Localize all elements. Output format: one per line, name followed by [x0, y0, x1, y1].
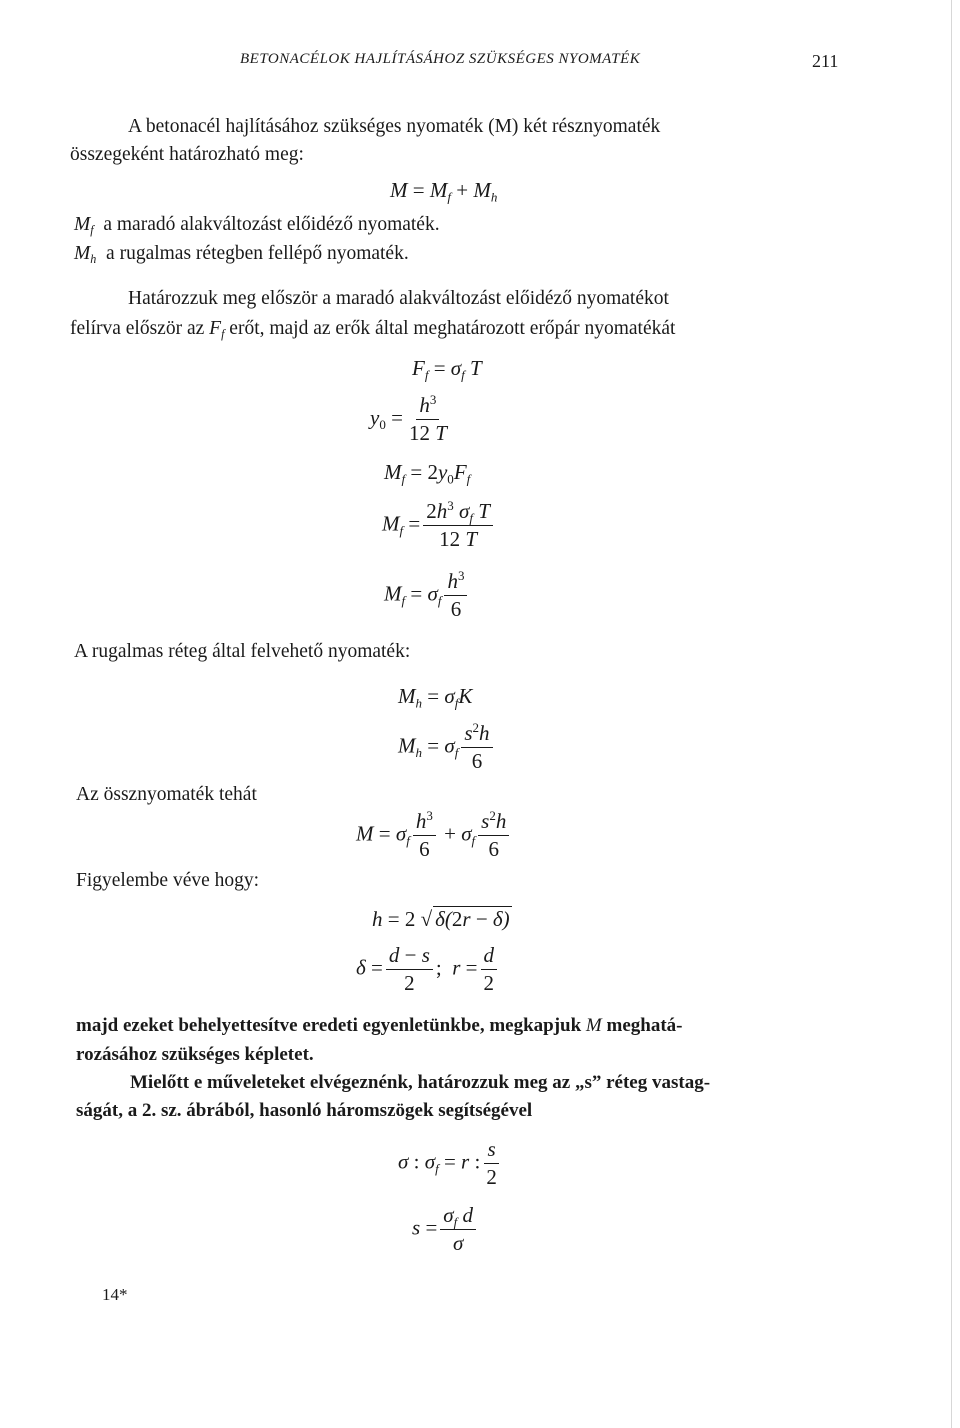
equation-total-moment: $M = M_f + M_h$: [390, 178, 498, 205]
scan-edge-line: [951, 0, 952, 1428]
label-elastic-moment: A rugalmas réteg által felvehető nyomaték:: [74, 641, 411, 662]
equation-delta-r: δ = $\frac{d - s}{2}$ ; r = $\frac{d}{2}$: [356, 944, 500, 995]
page-number: 211: [812, 51, 839, 71]
para3-line-1-end: meghatá-: [606, 1015, 683, 1036]
equation-mh-sigmak: $M_h = \sigma_fK$: [398, 684, 473, 711]
para4-line-1: Mielőtt e műveleteket elvégeznénk, határozzuk meg az „s” réteg vastag-: [130, 1072, 711, 1093]
para3-line-2: rozásához szükséges képletet.: [76, 1044, 314, 1065]
para2-line-1: Határozzuk meg először a maradó alakváltozást előidéző nyomatékot: [128, 288, 669, 309]
equation-h-sqrt: h = 2 √ δ(2r − δ): [372, 907, 510, 931]
definition-mf-text: a maradó alakváltozást előidéző nyomaték.: [103, 214, 440, 235]
intro-line-1: A betonacél hajlításához szükséges nyomaték (M) két résznyomaték: [128, 116, 661, 137]
definition-mf: $M_f$ a maradó alakváltozást előidéző nyomaték.: [74, 214, 440, 238]
equation-ff: $F_f = \sigma_f$ T: [412, 356, 482, 383]
para4-line-2: ságát, a 2. sz. ábrából, hasonló háromszögek segítségével: [76, 1100, 533, 1121]
para3-line-1-text: majd ezeket behelyettesítve eredeti egyenletünkbe, megkapjuk: [76, 1015, 582, 1036]
equation-total-expanded: $M = \sigma_f$ $\frac{h^3}{6}$ + $\sigma_f$ $\frac{s^2h}{6}$: [356, 810, 512, 861]
para2-line-2a: felírva először az: [70, 318, 205, 339]
label-total-moment: Az össznyomaték tehát: [76, 784, 257, 805]
equation-s: s = $\frac{\sigma_f d}{\sigma}$: [412, 1204, 479, 1255]
intro-line-2: összegeként határozható meg:: [70, 144, 304, 165]
equation-sigma-ratio: σ : $\sigma_f = r$ : $\frac{s}{2}$: [398, 1137, 497, 1190]
definition-mh-text: a rugalmas rétegben fellépő nyomaték.: [106, 243, 409, 264]
equation-mh-s2h-6: $M_h = \sigma_f$ $\frac{s^2h}{6}$: [398, 722, 496, 773]
equation-mf-h3-6: $M_f = \sigma_f$ $\frac{h^3}{6}$: [384, 570, 470, 621]
equation-y0: $y_0$ = $\frac{h^3}{12 T}$: [370, 392, 447, 446]
label-note: Figyelembe véve hogy:: [76, 870, 260, 891]
signature-mark: 14*: [102, 1285, 128, 1304]
equation-mf-fraction: $M_f$ = $\frac{2h^3 \sigma_f T}{12 T}$: [382, 500, 496, 551]
para2-line-2: felírva először az $F_f$ erőt, majd az erők által meghatározott erőpár nyomatékát: [70, 318, 676, 342]
para2-line-2b: erőt, majd az erők által meghatározott erőpár nyomatékát: [229, 318, 676, 339]
running-header: BETONACÉLOK HAJLÍTÁSÁHOZ SZÜKSÉGES NYOMATÉK: [240, 51, 641, 67]
definition-mh: $M_h$ a rugalmas rétegben fellépő nyomaték.: [74, 243, 409, 267]
equation-mf-2y0ff: $M_f = 2y_0F_f$: [384, 460, 471, 487]
para3-line-1: majd ezeket behelyettesítve eredeti egyenletünkbe, megkapjuk M meghatá-: [76, 1015, 683, 1036]
